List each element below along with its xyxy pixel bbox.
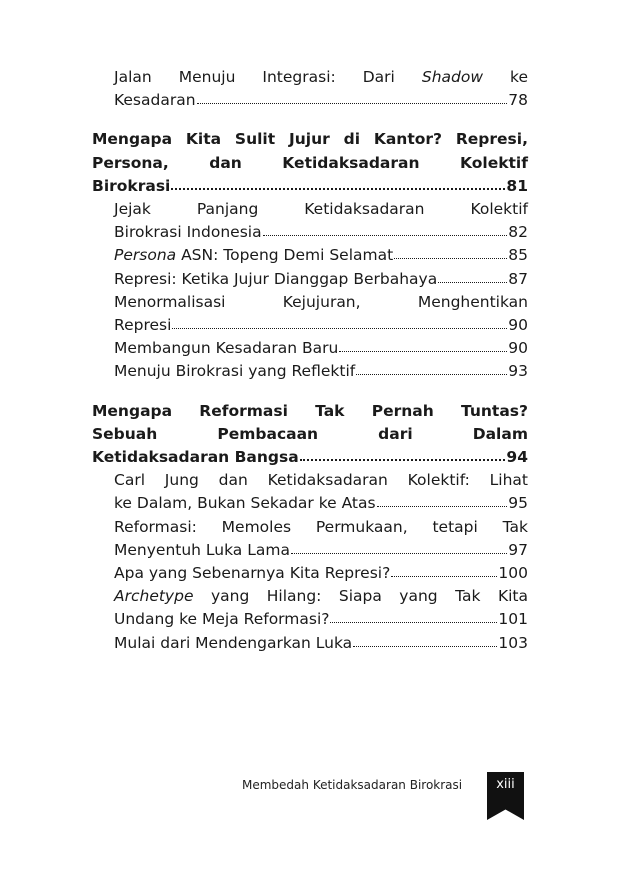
toc-entry[interactable] (92, 244, 528, 267)
chapter-title: Persona, dan Ketidaksadaran Kolektif (92, 153, 528, 172)
dot-leader (438, 270, 507, 283)
dot-leader (197, 91, 508, 104)
toc-entry-title: Persona ASN: Topeng Demi Selamat (114, 246, 394, 265)
page-number: 78 (508, 91, 528, 110)
page-number: 97 (508, 540, 528, 559)
toc-entry[interactable] (92, 337, 528, 360)
page-number: 90 (508, 339, 528, 358)
dot-leader (300, 447, 506, 461)
toc-entry-title: ke Dalam, Bukan Sekadar ke Atas (114, 494, 376, 513)
toc-entry[interactable] (92, 632, 528, 655)
dot-leader (172, 316, 507, 329)
toc-entry-title: Menormalisasi Kejujuran, Menghentikan (114, 292, 528, 311)
toc-entry-title: Menuju Birokrasi yang Reflektif (114, 362, 356, 381)
page-number: 85 (508, 246, 528, 265)
chapter-title: Ketidaksadaran Bangsa (92, 448, 299, 467)
toc-entry[interactable] (92, 198, 528, 244)
page-number: 93 (508, 362, 528, 381)
toc-entry-title: Jejak Panjang Ketidaksadaran Kolektif (114, 200, 528, 219)
chapter-title: Mengapa Kita Sulit Jujur di Kantor? Represi, (92, 130, 528, 149)
page-number: 94 (506, 448, 528, 467)
dot-leader (263, 223, 508, 236)
toc-entry-title: Membangun Kesadaran Baru (114, 339, 339, 358)
toc-entry-title: Undang ke Meja Reformasi? (114, 610, 330, 629)
dot-leader (291, 541, 507, 554)
toc-entry[interactable] (92, 291, 528, 337)
running-footer-title: Membedah Ketidaksadaran Birokrasi (242, 778, 463, 792)
dot-leader (391, 564, 497, 577)
toc-entry-title: Apa yang Sebenarnya Kita Represi? (114, 564, 391, 583)
dot-leader (171, 176, 505, 190)
toc-entry-title: Jalan Menuju Integrasi: Dari Shadow ke (114, 68, 528, 86)
chapter-title: Birokrasi (92, 176, 171, 195)
dot-leader (339, 339, 507, 352)
dot-leader (330, 610, 497, 623)
page-number: 90 (508, 316, 528, 335)
toc-chapter[interactable] (92, 400, 528, 470)
toc-entry[interactable] (92, 66, 528, 112)
chapter-title: Sebuah Pembacaan dari Dalam (92, 424, 528, 443)
toc-entry-title: Menyentuh Luka Lama (114, 540, 290, 559)
toc-entry-title: Carl Jung dan Ketidaksadaran Kolektif: Lihat (114, 471, 528, 490)
dot-leader (353, 634, 497, 647)
page-number: 87 (508, 269, 528, 288)
chapter-title: Mengapa Reformasi Tak Pernah Tuntas? (92, 401, 528, 420)
toc-entry[interactable] (92, 516, 528, 562)
toc-chapter[interactable] (92, 128, 528, 198)
toc-entry[interactable] (92, 360, 528, 383)
dot-leader (394, 246, 507, 259)
toc-entry[interactable] (92, 268, 528, 291)
toc-entry-title: Represi (114, 316, 172, 335)
toc-entry-title: Represi: Ketika Jujur Dianggap Berbahaya (114, 269, 438, 288)
toc-entry-title: Reformasi: Memoles Permukaan, tetapi Tak (114, 517, 528, 536)
toc-entry[interactable] (92, 585, 528, 631)
page-number: 100 (498, 564, 528, 583)
page-number: 103 (498, 633, 528, 652)
page-number: 82 (508, 223, 528, 242)
toc-entry-title: Archetype yang Hilang: Siapa yang Tak Kita (114, 587, 528, 606)
toc-entry-title: Kesadaran (114, 91, 196, 110)
toc-entry[interactable] (92, 469, 528, 515)
toc-entry[interactable] (92, 562, 528, 585)
page-number: xiii (496, 777, 515, 792)
table-of-contents (92, 66, 528, 655)
toc-entry-title: Birokrasi Indonesia (114, 223, 262, 242)
page-number: 95 (508, 494, 528, 513)
page-number: 101 (498, 610, 528, 629)
dot-leader (377, 494, 508, 507)
toc-entry-title: Mulai dari Mendengarkan Luka (114, 633, 353, 652)
dot-leader (356, 362, 507, 375)
page-number: 81 (506, 176, 528, 195)
